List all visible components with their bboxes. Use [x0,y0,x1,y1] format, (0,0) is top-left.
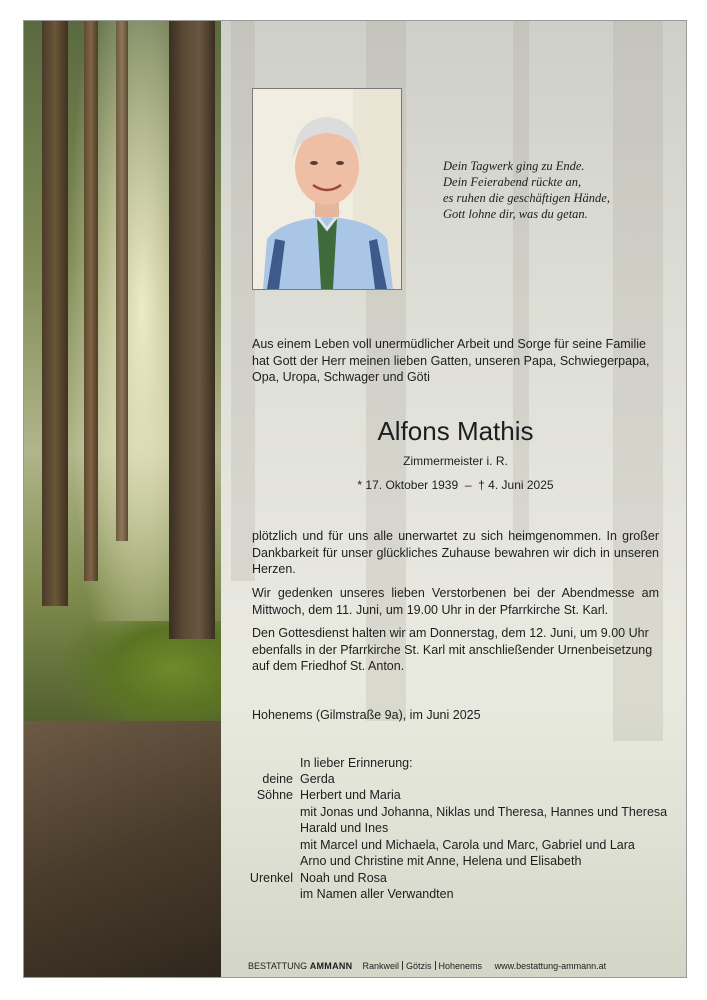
portrait-photo [252,88,402,290]
divider [435,961,436,970]
intro-text: Aus einem Leben voll unermüdlicher Arbeit und Sorge für seine Familie hat Gott der Herr meinen lieben Gatten, unseren Papa, Schwiegerpapa, Opa, Uropa, Schwager und Göti [252,337,650,384]
poem-line: Gott lohne dir, was du getan. [443,207,588,221]
tree-trunk [169,21,215,639]
mourner-line: Noah und Rosa [300,871,387,885]
relation-label: deine [262,772,293,786]
website-link[interactable]: www.bestattung-ammann.at [494,961,607,971]
mourner-line: Gerda [300,772,335,786]
tree-trunk [84,21,98,581]
deceased-title: Zimmermeister i. R. [403,454,508,468]
mourner-line: Herbert und Maria [300,788,401,802]
forest-path [24,721,221,978]
paragraph-funeral: Den Gottesdienst halten wir am Donnerstag, dem 12. Juni, um 9.00 Uhr ebenfalls in der Pfarrkirche St. Karl mit anschließender Urnenbeisetzung auf dem Friedhof St. Anton. [252,626,653,673]
life-dates: * 17. Oktober 1939 – † 4. Juni 2025 [357,478,554,492]
tree-trunk [42,21,68,606]
mourner-line: Harald und Ines [300,821,389,835]
tree-trunk [116,21,128,541]
deceased-name: Alfons Mathis [377,416,534,446]
location: Götzis [406,961,432,971]
place-date: Hohenems (Gilmstraße 9a), im Juni 2025 [252,708,481,722]
forest-image-left [24,21,221,977]
poem-line: es ruhen die geschäftigen Hände, [443,191,610,205]
mourner-line: im Namen aller Verwandten [300,887,454,901]
poem-line: Dein Tagwerk ging zu Ende. [443,159,585,173]
divider [402,961,403,970]
mourner-line: Arno und Christine mit Anne, Helena und Elisabeth [300,854,582,868]
poem-line: Dein Feierabend rückte an, [443,175,582,189]
mourner-line: mit Marcel und Michaela, Carola und Marc, Gabriel und Lara [300,838,635,852]
location: Rankweil [362,961,400,971]
paragraph-passing: plötzlich und für uns alle unerwartet zu sich heimgenommen. In großer Dankbarkeit für unser glückliches Zuhause bewahren wir dich in unseren Herzen. [252,529,659,576]
company-name: AMMANN [309,961,353,971]
mourners-heading: In lieber Erinnerung: [300,756,413,770]
company-prefix: BESTATTUNG [248,961,308,971]
location: Hohenems [438,961,483,971]
portrait-photo-illustration [253,89,401,289]
mourner-line: mit Jonas und Johanna, Niklas und Theresa, Hannes und Theresa [300,805,668,819]
paragraph-evening-mass: Wir gedenken unseres lieben Verstorbenen bei der Abendmesse am Mittwoch, dem 11. Juni, um 19.00 Uhr in der Pfarrkirche St. Karl. [252,586,659,617]
poem [443,158,610,222]
relation-label: Söhne [256,788,293,802]
relation-label: Urenkel [249,871,293,885]
footer [248,961,606,971]
